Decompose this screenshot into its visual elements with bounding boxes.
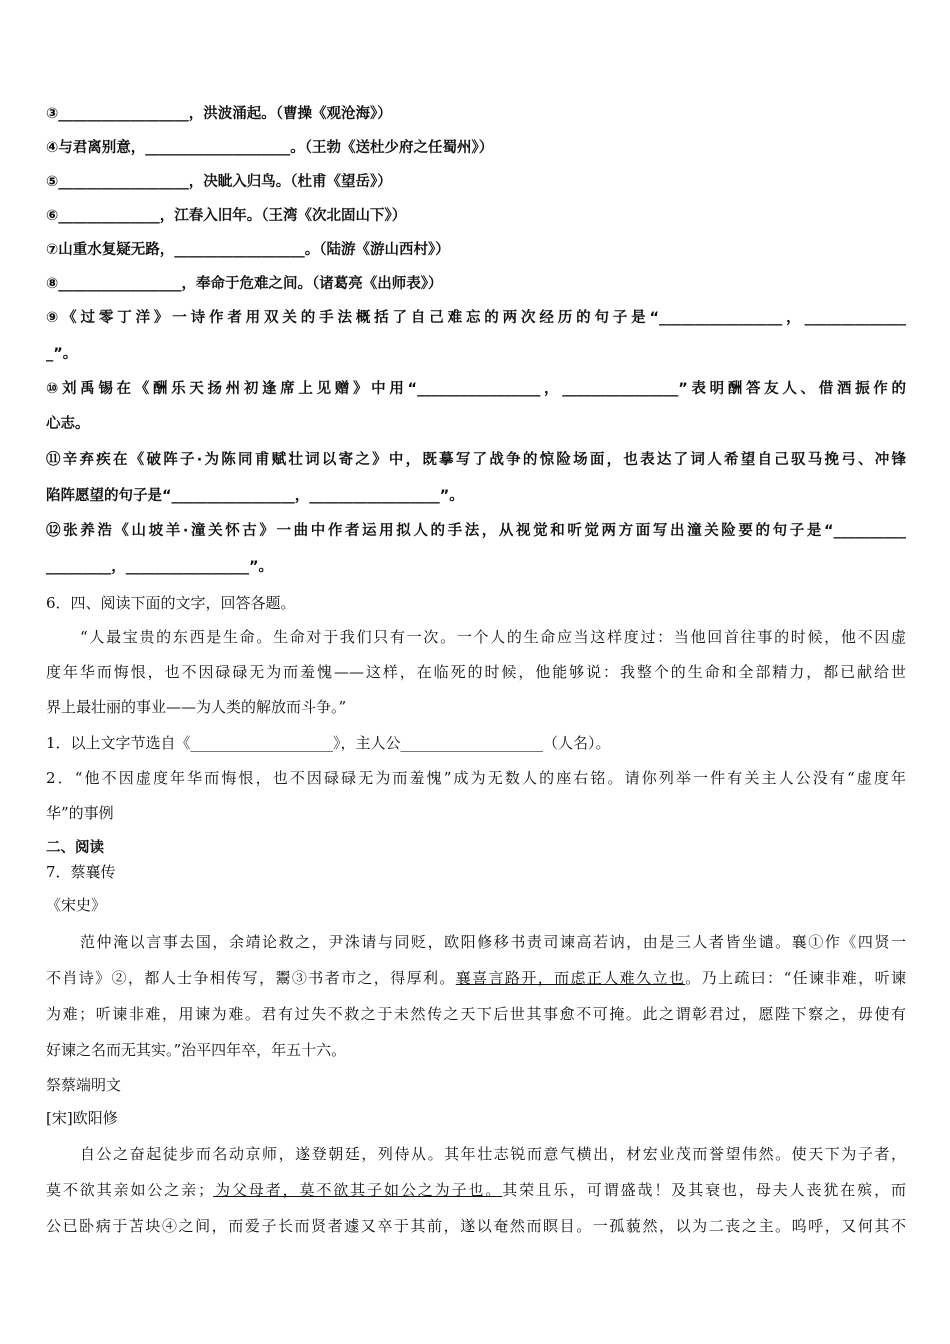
caixiang-text-line2 bbox=[46, 968, 906, 988]
poem-item-5: ⑤__________________，决眦入归鸟。（杜甫《望岳》） bbox=[46, 174, 392, 190]
poem-item-9-line1: ⑨《过零丁洋》一诗作者用双关的手法概括了自己难忘的两次经历的句子是“_________________，______________ bbox=[46, 310, 906, 326]
q7-heading: 7．蔡襄传 bbox=[46, 863, 116, 881]
caixiang-text-line2-a: 不肖诗》②，都人士争相传写，鬻③书者市之，得厚利。 bbox=[46, 969, 456, 987]
underlined-sentence-2: 为父母者，莫不欲其子如公之为子也。 bbox=[213, 1181, 503, 1199]
q6-heading: 6．四、阅读下面的文字，回答各题。 bbox=[46, 594, 296, 612]
q6-passage-line1: “人最宝贵的东西是生命。生命对于我们只有一次。一个人的生命应当这样度过：当他回首往事的时候，他不因虚 bbox=[80, 628, 906, 646]
essay-title: 祭蔡端明文 bbox=[46, 1076, 122, 1094]
poem-item-10-line1: ⑩刘禹锡在《酬乐天扬州初逢席上见赠》中用“_________________，________________”表明酬答友人、借酒振作的 bbox=[46, 381, 906, 397]
q6-subquestion-2-line2: 华”的事例 bbox=[46, 804, 114, 822]
q6-passage-line3: 界上最壮丽的事业——为人类的解放而斗争。” bbox=[46, 698, 347, 716]
source-song-shi: 《宋史》 bbox=[46, 896, 107, 914]
essay-text-line2 bbox=[46, 1180, 906, 1200]
poem-item-12-line2: _________，_________________”。 bbox=[46, 559, 274, 575]
caixiang-text-line4: 好谏之名而无其实。”治平四年卒，年五十六。 bbox=[46, 1041, 347, 1059]
essay-author: [宋]欧阳修 bbox=[46, 1109, 118, 1127]
underlined-sentence-1: 襄喜言路开，而虑正人难久立也 bbox=[455, 969, 686, 987]
essay-text-line1: 自公之奋起徒步而名动京师，遂登朝廷，列侍从。其年壮志锐而意气横出，材宏业茂而誉望伟然。使天下为子者， bbox=[80, 1145, 906, 1163]
section-title: 二、阅读 bbox=[46, 840, 104, 856]
poem-item-8: ⑧_________________，奉命于危难之间。（诸葛亮《出师表》） bbox=[46, 276, 443, 292]
poem-item-3: ③__________________，洪波涌起。（曹操《观沧海》） bbox=[46, 106, 392, 122]
poem-item-12-line1: ⑫张养浩《山坡羊·潼关怀古》一曲中作者运用拟人的手法，从视觉和听觉两方面写出潼关险要的句子是“__________ bbox=[46, 523, 906, 539]
q6-subquestion-1: 1．以上文字节选自《___________________》，主人公___________________（人名）。 bbox=[46, 734, 611, 752]
essay-text-line2-b: 其荣且乐，可谓盛哉！及其衰也，母夫人丧犹在殡，而 bbox=[502, 1181, 906, 1199]
essay-text-line3: 公已卧病于苫块④之间，而爱子长而贤者遽又卒于其前，遂以奄然而瞑目。一孤藐然，以为二丧之主。呜呼，又何其不 bbox=[46, 1217, 906, 1235]
poem-item-10-line2: 心志。 bbox=[46, 416, 90, 432]
caixiang-text-line3: 为难；听谏非难，用谏为难。君有过失不救之于未然传之天下后世其事愈不可掩。此之谓彰君过，愿陛下察之，毋使有 bbox=[46, 1005, 906, 1023]
poem-item-9-line2: _”。 bbox=[46, 346, 78, 362]
poem-item-6: ⑥______________，江春入旧年。（王湾《次北固山下》） bbox=[46, 208, 407, 224]
q6-subquestion-2-line1: 2．“他不因虚度年华而悔恨，也不因碌碌无为而羞愧”成为无数人的座右铭。请你列举一件有关主人公没有“虚度年 bbox=[46, 769, 906, 787]
poem-item-11-line1: ⑪辛弃疾在《破阵子·为陈同甫赋壮词以寄之》中，既摹写了战争的惊险场面，也表达了词人希望自己驭马挽弓、冲锋 bbox=[46, 452, 906, 468]
q6-passage-line2: 度年华而悔恨，也不因碌碌无为而羞愧——这样，在临死的时候，他能够说：我整个的生命和全部精力，都已献给世 bbox=[46, 663, 906, 681]
poem-item-4: ④与君离别意，____________________。（王勃《送杜少府之任蜀州》） bbox=[46, 140, 494, 156]
poem-item-11-line2: 陷阵愿望的句子是“_________________，__________________”。 bbox=[46, 488, 464, 504]
caixiang-text-line2-b: 。乃上疏曰：“任谏非难，听谏 bbox=[685, 969, 906, 987]
caixiang-text-line1: 范仲淹以言事去国，余靖论救之，尹洙请与同贬，欧阳修移书责司谏高若讷，由是三人者皆坐谴。襄①作《四贤一 bbox=[80, 933, 906, 951]
poem-item-7: ⑦山重水复疑无路，__________________。（陆游《游山西村》） bbox=[46, 242, 450, 258]
essay-text-line2-a: 莫不欲其亲如公之亲； bbox=[46, 1181, 214, 1199]
